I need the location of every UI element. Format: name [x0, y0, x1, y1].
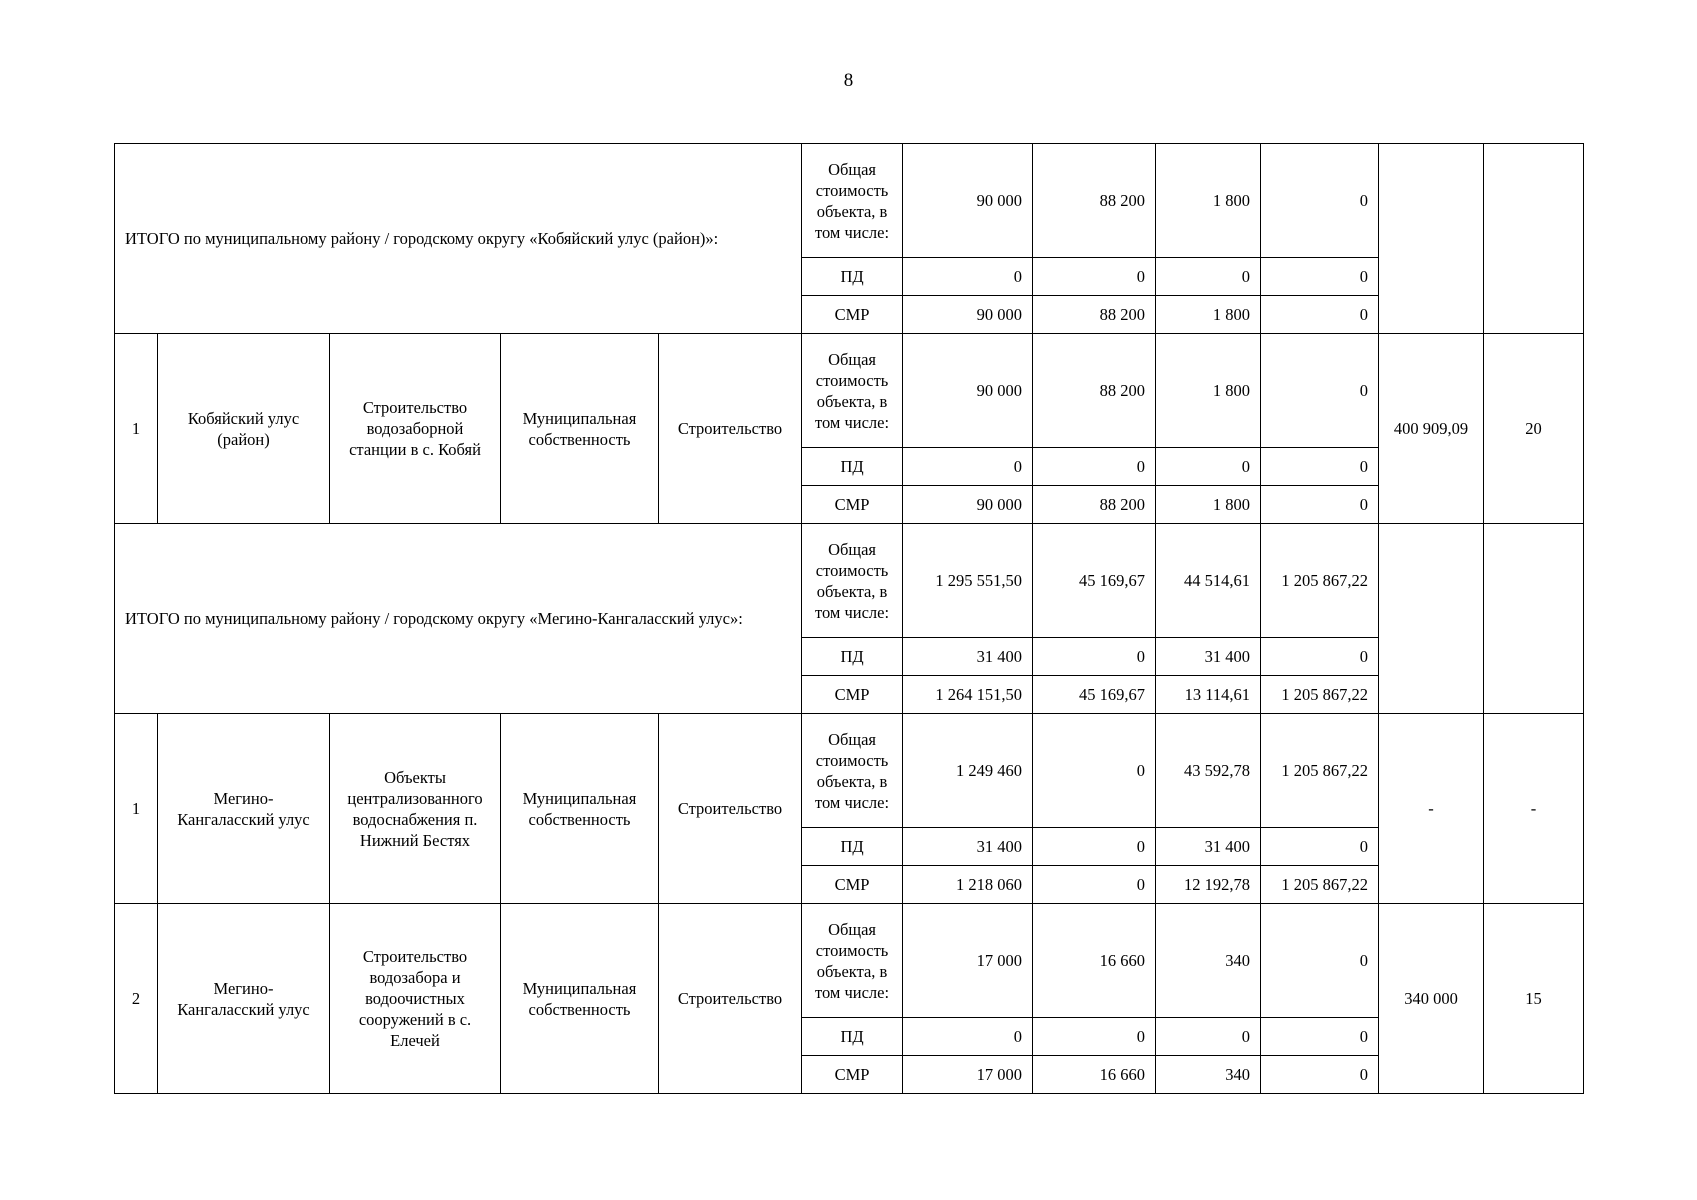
cell-value: 0: [1261, 296, 1379, 334]
cell-value: 88 200: [1033, 296, 1156, 334]
cell-value: 0: [903, 448, 1033, 486]
cell-value: 31 400: [1156, 638, 1261, 676]
object-number: 1: [115, 714, 158, 904]
cell-value: 0: [1261, 638, 1379, 676]
cell-value: 90 000: [903, 144, 1033, 258]
empty-cell: [1484, 524, 1584, 714]
cell-value: 1 264 151,50: [903, 676, 1033, 714]
cell-value: 1 800: [1156, 296, 1261, 334]
object-col11: 20: [1484, 334, 1584, 524]
cell-value: 12 192,78: [1156, 866, 1261, 904]
object-number: 1: [115, 334, 158, 524]
object-col10: -: [1379, 714, 1484, 904]
object-ownership: Муниципальная собственность: [501, 714, 659, 904]
cell-value: 1 800: [1156, 486, 1261, 524]
cell-value: 1 249 460: [903, 714, 1033, 828]
cell-value: 43 592,78: [1156, 714, 1261, 828]
smr-label: СМР: [802, 676, 903, 714]
cell-value: 1 800: [1156, 334, 1261, 448]
cell-value: 0: [1033, 448, 1156, 486]
cell-value: 0: [1156, 1018, 1261, 1056]
cell-value: 0: [1156, 258, 1261, 296]
smr-label: СМР: [802, 486, 903, 524]
cell-value: 13 114,61: [1156, 676, 1261, 714]
cell-value: 0: [1033, 866, 1156, 904]
object-col11: -: [1484, 714, 1584, 904]
cell-value: 17 000: [903, 1056, 1033, 1094]
cell-value: 0: [903, 1018, 1033, 1056]
object-work-type: Строительство: [659, 904, 802, 1094]
cell-value: 1 205 867,22: [1261, 714, 1379, 828]
object-col10: 400 909,09: [1379, 334, 1484, 524]
cell-value: 31 400: [903, 638, 1033, 676]
cell-value: 340: [1156, 1056, 1261, 1094]
object-row: [115, 334, 1584, 448]
cell-value: 88 200: [1033, 144, 1156, 258]
empty-cell: [1379, 144, 1484, 334]
total-cost-label: Общая стоимость объекта, в том числе:: [802, 904, 903, 1018]
cell-value: 0: [1261, 1018, 1379, 1056]
object-name: Строительство водозаборной станции в с. Кобяй: [330, 334, 501, 524]
cell-value: 31 400: [1156, 828, 1261, 866]
cell-value: 1 205 867,22: [1261, 524, 1379, 638]
object-work-type: Строительство: [659, 714, 802, 904]
cell-value: 1 205 867,22: [1261, 866, 1379, 904]
object-work-type: Строительство: [659, 334, 802, 524]
cell-value: 0: [1033, 638, 1156, 676]
object-district: Мегино-Кангаласский улус: [158, 904, 330, 1094]
cell-value: 0: [1261, 486, 1379, 524]
cell-value: 90 000: [903, 296, 1033, 334]
object-name: Строительство водозабора и водоочистных сооружений в с. Елечей: [330, 904, 501, 1094]
cell-value: 88 200: [1033, 486, 1156, 524]
cell-value: 0: [1261, 258, 1379, 296]
total-cost-label: Общая стоимость объекта, в том числе:: [802, 334, 903, 448]
empty-cell: [1379, 524, 1484, 714]
pd-label: ПД: [802, 448, 903, 486]
cell-value: 0: [1261, 828, 1379, 866]
cell-value: 1 800: [1156, 144, 1261, 258]
pd-label: ПД: [802, 1018, 903, 1056]
smr-label: СМР: [802, 296, 903, 334]
group-total-title: ИТОГО по муниципальному району / городскому округу «Кобяйский улус (район)»:: [115, 144, 802, 334]
smr-label: СМР: [802, 1056, 903, 1094]
object-row: [115, 904, 1584, 1018]
cell-value: 88 200: [1033, 334, 1156, 448]
cell-value: 45 169,67: [1033, 676, 1156, 714]
cell-value: 17 000: [903, 904, 1033, 1018]
group-total-title: ИТОГО по муниципальному району / городскому округу «Мегино-Кангаласский улус»:: [115, 524, 802, 714]
total-cost-label: Общая стоимость объекта, в том числе:: [802, 714, 903, 828]
investment-table: [114, 143, 1584, 1094]
cell-value: 1 295 551,50: [903, 524, 1033, 638]
page-number: 8: [843, 70, 854, 91]
cell-value: 0: [903, 258, 1033, 296]
object-ownership: Муниципальная собственность: [501, 904, 659, 1094]
cell-value: 0: [1033, 258, 1156, 296]
cell-value: 0: [1156, 448, 1261, 486]
cell-value: 90 000: [903, 334, 1033, 448]
pd-label: ПД: [802, 638, 903, 676]
cell-value: 0: [1261, 144, 1379, 258]
cell-value: 0: [1261, 334, 1379, 448]
cell-value: 16 660: [1033, 904, 1156, 1018]
cell-value: 90 000: [903, 486, 1033, 524]
object-district: Мегино-Кангаласский улус: [158, 714, 330, 904]
total-cost-label: Общая стоимость объекта, в том числе:: [802, 144, 903, 258]
smr-label: СМР: [802, 866, 903, 904]
cell-value: 0: [1261, 1056, 1379, 1094]
total-cost-label: Общая стоимость объекта, в том числе:: [802, 524, 903, 638]
empty-cell: [1484, 144, 1584, 334]
cell-value: 16 660: [1033, 1056, 1156, 1094]
cell-value: 0: [1033, 828, 1156, 866]
cell-value: 0: [1033, 714, 1156, 828]
group-total-row: [115, 524, 1584, 638]
pd-label: ПД: [802, 258, 903, 296]
group-total-row: [115, 144, 1584, 258]
pd-label: ПД: [802, 828, 903, 866]
cell-value: 45 169,67: [1033, 524, 1156, 638]
cell-value: 0: [1261, 448, 1379, 486]
cell-value: 340: [1156, 904, 1261, 1018]
cell-value: 31 400: [903, 828, 1033, 866]
cell-value: 1 218 060: [903, 866, 1033, 904]
cell-value: 44 514,61: [1156, 524, 1261, 638]
cell-value: 0: [1261, 904, 1379, 1018]
object-col11: 15: [1484, 904, 1584, 1094]
cell-value: 1 205 867,22: [1261, 676, 1379, 714]
object-col10: 340 000: [1379, 904, 1484, 1094]
object-district: Кобяйский улус (район): [158, 334, 330, 524]
object-name: Объекты централизованного водоснабжения п. Нижний Бестях: [330, 714, 501, 904]
object-row: [115, 714, 1584, 828]
object-number: 2: [115, 904, 158, 1094]
object-ownership: Муниципальная собственность: [501, 334, 659, 524]
cell-value: 0: [1033, 1018, 1156, 1056]
